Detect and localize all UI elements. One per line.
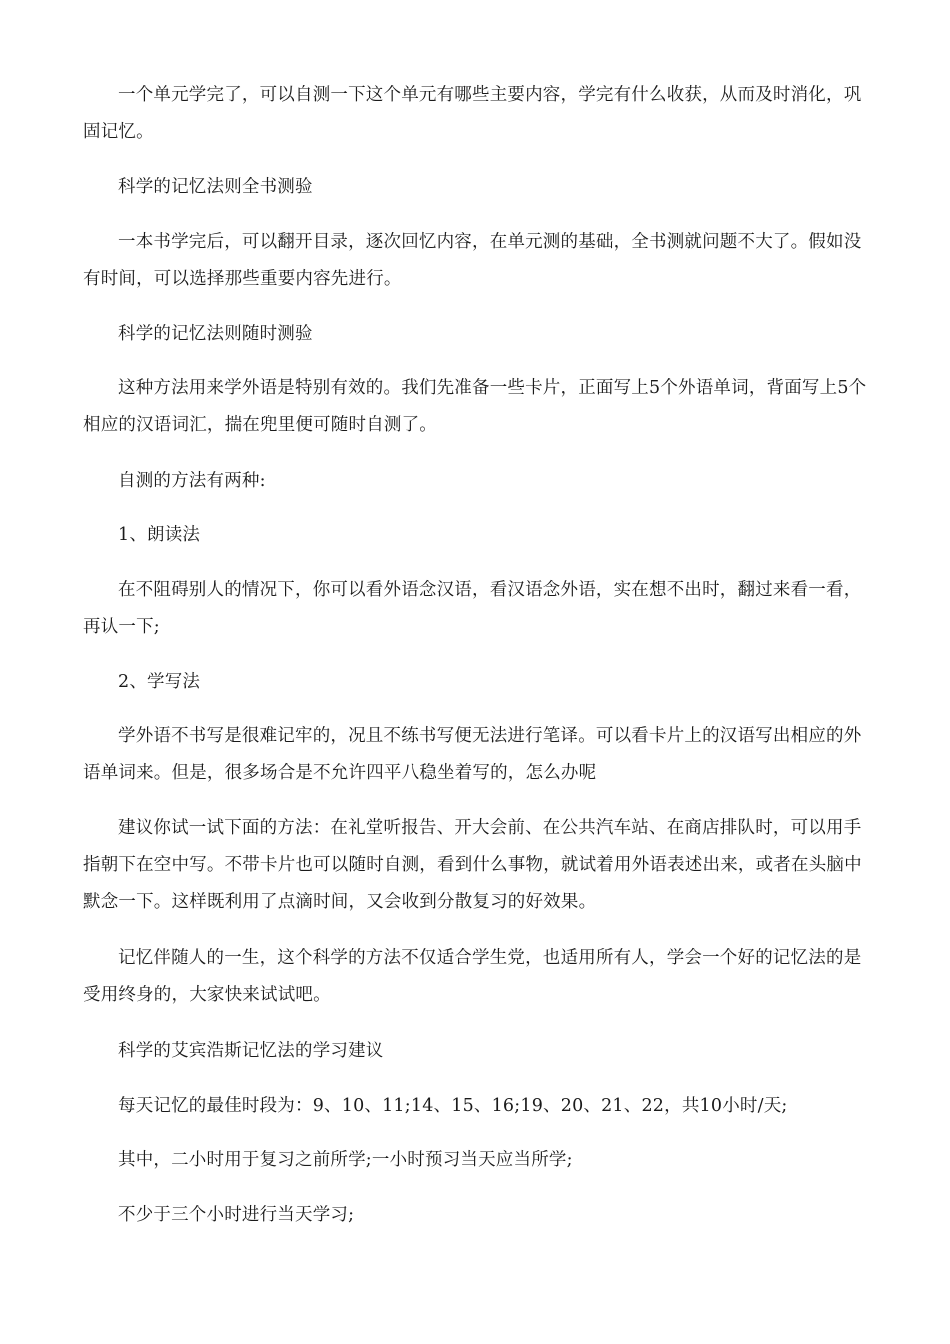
heading-ebbinghaus-advice: 科学的艾宾浩斯记忆法的学习建议 (118, 1041, 384, 1061)
heading-reading-method: 1、朗读法 (118, 525, 201, 545)
paragraph-daily-study: 不少于三个小时进行当天学习; (118, 1205, 355, 1225)
paragraph-review-preview: 其中，二小时用于复习之前所学;一小时预习当天应当所学; (118, 1150, 573, 1170)
paragraph-flashcards: 这种方法用来学外语是特别有效的。我们先准备一些卡片，正面写上5个外语单词，背面写上5个相应的汉语词汇，揣在兜里便可随时自测了。 (83, 378, 867, 435)
paragraph-best-time-slots: 每天记忆的最佳时段为：9、10、11;14、15、16;19、20、21、22，共10小时/天; (118, 1096, 788, 1116)
heading-book-test: 科学的记忆法则全书测验 (118, 177, 313, 197)
heading-writing-method: 2、学写法 (118, 672, 201, 692)
heading-self-test-methods: 自测的方法有两种: (118, 471, 266, 491)
paragraph-writing-method: 学外语不书写是很难记牢的，况且不练书写便无法进行笔译。可以看卡片上的汉语写出相应的外语单词来。但是，很多场合是不允许四平八稳坐着写的，怎么办呢 (83, 726, 862, 783)
paragraph-suggestion: 建议你试一试下面的方法：在礼堂听报告、开大会前、在公共汽车站、在商店排队时，可以用手指朝下在空中写。不带卡片也可以随时自测，看到什么事物，就试着用外语表述出来，或者在头脑中默念一下。这样既利用了点滴时间，又会收到分散复习的好效果。 (83, 818, 862, 912)
paragraph-book-test: 一本书学完后，可以翻开目录，逐次回忆内容，在单元测的基础，全书测就问题不大了。假如没有时间，可以选择那些重要内容先进行。 (83, 232, 862, 289)
heading-anytime-test: 科学的记忆法则随时测验 (118, 324, 313, 344)
paragraph-lifelong-memory: 记忆伴随人的一生，这个科学的方法不仅适合学生党，也适用所有人，学会一个好的记忆法的是受用终身的，大家快来试试吧。 (83, 948, 862, 1005)
paragraph-unit-test: 一个单元学完了，可以自测一下这个单元有哪些主要内容，学完有什么收获，从而及时消化，巩固记忆。 (83, 85, 862, 142)
paragraph-reading-method: 在不阻碍别人的情况下，你可以看外语念汉语，看汉语念外语，实在想不出时，翻过来看一看，再认一下; (83, 580, 862, 637)
